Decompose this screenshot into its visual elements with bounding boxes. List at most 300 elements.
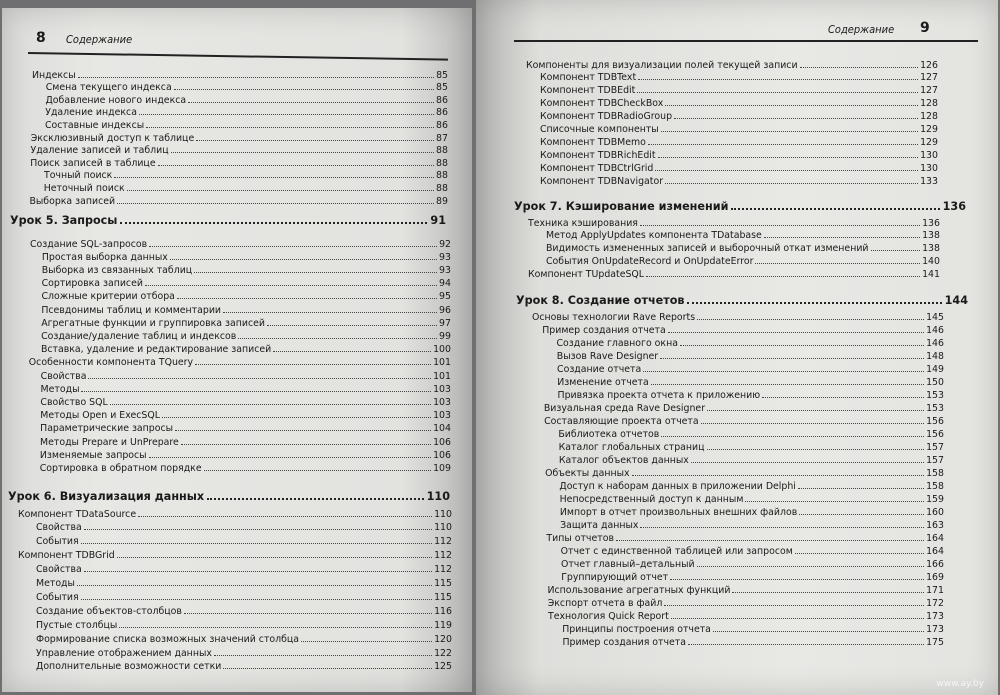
toc-entry-label: Агрегатные функции и группировка записей <box>41 317 265 329</box>
toc-entry <box>546 531 944 544</box>
toc-entry-page: 127 <box>920 72 938 84</box>
toc-entry <box>36 535 452 548</box>
toc-entry-label: Поиск записей в таблице <box>30 157 156 169</box>
toc-entry <box>44 169 448 182</box>
leader-dots <box>646 276 920 277</box>
toc-entry-page: 87 <box>436 132 448 144</box>
toc-entry <box>36 632 452 645</box>
toc-entry <box>542 323 944 336</box>
toc-entry-page: 128 <box>920 98 938 110</box>
toc-entry-label: Создание главного окна <box>556 337 678 349</box>
leader-dots <box>661 436 924 437</box>
toc-entry-page: 129 <box>920 124 938 136</box>
toc-entry-label: Компонент TDBCheckBox <box>540 98 664 110</box>
leader-dots <box>688 644 924 645</box>
toc-entry-label: Изменение отчета <box>557 376 649 388</box>
leader-dots <box>871 250 921 251</box>
toc-entry <box>528 268 940 281</box>
leader-dots <box>238 338 437 339</box>
toc-entry <box>544 401 944 414</box>
leader-dots <box>146 127 434 128</box>
toc-entry-page: 133 <box>920 175 938 187</box>
toc-entry <box>560 518 944 531</box>
leader-dots <box>800 67 919 68</box>
leader-dots <box>643 371 924 372</box>
leader-dots <box>680 345 924 346</box>
toc-entry-label: Техника кэширования <box>528 217 638 229</box>
toc-entry-page: 128 <box>920 111 938 123</box>
lesson-7-heading <box>514 200 966 213</box>
toc-entry-label: Типы отчетов <box>546 532 614 544</box>
toc-entry <box>40 422 451 435</box>
leader-dots <box>665 183 918 184</box>
toc-entry-label: Компонент TUpdateSQL <box>528 269 645 281</box>
toc-entry-label: Выборка записей <box>29 195 116 207</box>
leader-dots <box>195 364 431 365</box>
leader-dots <box>145 285 437 286</box>
toc-entry-label: Непосредственный доступ к данным <box>559 493 744 505</box>
toc-entry-page: 93 <box>439 251 451 263</box>
toc-entry <box>540 97 938 110</box>
toc-entry-page: 120 <box>434 633 452 645</box>
toc-entry-page: 92 <box>439 238 451 250</box>
leader-dots <box>84 529 432 530</box>
toc-entry-page: 171 <box>926 584 944 596</box>
lesson-page: 91 <box>430 214 446 227</box>
toc-entry <box>36 646 452 659</box>
leader-dots <box>207 498 424 500</box>
leader-dots <box>674 118 918 119</box>
leader-dots <box>81 543 432 544</box>
toc-entry <box>546 255 940 268</box>
leader-dots <box>658 157 919 158</box>
toc-entry <box>42 250 451 263</box>
toc-entry <box>540 71 938 84</box>
toc-entry <box>40 395 451 408</box>
toc-entry-page: 88 <box>436 182 448 194</box>
toc-entry <box>561 570 944 583</box>
leader-dots <box>707 449 925 450</box>
toc-entry-label: Объекты данных <box>545 467 630 479</box>
leader-dots <box>127 190 434 191</box>
toc-entry <box>540 161 938 174</box>
toc-entry-label: Каталог глобальных страниц <box>558 441 705 453</box>
toc-entry-label: Компонент TDataSource <box>18 508 137 520</box>
toc-entry-page: 94 <box>439 278 451 290</box>
lesson-page: 144 <box>944 294 968 307</box>
leader-dots <box>119 627 432 628</box>
toc-entry-label: Отчет с единственной таблицей или запросом <box>560 545 793 557</box>
toc-entry-page: 173 <box>926 623 944 635</box>
toc-entry-page: 97 <box>439 317 451 329</box>
toc-entry-label: Создание объектов-столбцов <box>36 605 182 617</box>
leader-dots <box>745 501 924 502</box>
leader-dots <box>691 462 924 463</box>
toc-entry <box>540 148 938 161</box>
toc-entry <box>40 409 451 422</box>
lesson-6-heading <box>8 490 450 503</box>
leader-dots <box>637 92 918 93</box>
leader-dots <box>798 488 924 489</box>
leader-dots <box>223 668 432 669</box>
toc-entry <box>532 310 944 323</box>
toc-entry-page: 156 <box>926 428 944 440</box>
toc-entry-page: 93 <box>439 264 451 276</box>
leader-dots <box>170 259 437 260</box>
toc-entry-label: Создание/удаление таблиц и индексов <box>41 330 237 342</box>
leader-dots <box>184 613 432 614</box>
leader-dots <box>120 222 427 224</box>
toc-entry-label: Визуальная среда Rave Designer <box>543 402 706 414</box>
toc-entry-label: Методы <box>40 383 80 395</box>
leader-dots <box>223 312 437 313</box>
leader-dots <box>84 571 432 572</box>
leader-dots <box>660 358 924 359</box>
leader-dots <box>196 140 434 141</box>
leader-dots <box>177 298 437 299</box>
toc-entry-page: 146 <box>926 337 944 349</box>
toc-entry-page: 145 <box>926 311 944 323</box>
toc-entry-label: Изменяемые запросы <box>39 449 147 461</box>
toc-entry <box>557 375 944 388</box>
toc-entry-page: 100 <box>433 344 451 356</box>
toc-entry <box>41 343 451 356</box>
toc-entry-label: Удаление записей и таблиц <box>30 145 169 157</box>
running-head: Содержание <box>828 23 895 36</box>
toc-entry <box>540 110 938 123</box>
toc-entry-page: 156 <box>926 415 944 427</box>
toc-entry-label: Компонент TDBMemo <box>540 136 646 148</box>
toc-entry-label: Использование агрегатных функций <box>547 584 731 596</box>
leader-dots <box>697 319 924 320</box>
toc-entry <box>557 349 944 362</box>
toc-entry-label: Составляющие проекта отчета <box>544 415 699 427</box>
leader-dots <box>194 272 437 273</box>
toc-entry <box>42 277 451 290</box>
toc-entry-page: 86 <box>436 94 448 106</box>
toc-entry-page: 163 <box>926 519 944 531</box>
toc-entry-label: Свойство SQL <box>40 396 108 408</box>
toc-entry <box>45 106 448 119</box>
toc-entry-label: Смена текущего индекса <box>45 82 172 94</box>
toc-entry-page: 95 <box>439 291 451 303</box>
toc-entry-label: Основы технологии Rave Reports <box>532 311 696 323</box>
toc-entry-label: Компонент TDBRichEdit <box>540 149 656 161</box>
leader-dots <box>665 105 918 106</box>
leader-dots <box>88 378 431 379</box>
toc-entry <box>558 388 944 401</box>
leader-dots <box>664 605 924 606</box>
toc-entry-label: Индексы <box>32 69 76 81</box>
toc-entry-label: Дополнительные возможности сетки <box>36 661 222 673</box>
toc-entry-page: 150 <box>926 376 944 388</box>
toc-entry-page: 109 <box>433 462 451 474</box>
toc-entry-label: Создание SQL-запросов <box>30 238 148 250</box>
leader-dots <box>149 457 432 458</box>
right-page <box>476 0 998 695</box>
leader-dots <box>188 102 434 103</box>
toc-entry-page: 126 <box>920 59 938 71</box>
toc-entry-label: Псевдонимы таблиц и комментарии <box>41 304 222 316</box>
toc-entry-page: 112 <box>434 550 452 562</box>
toc-entry <box>548 596 944 609</box>
leader-dots <box>77 585 432 586</box>
toc-entry-page: 119 <box>434 619 452 631</box>
toc-entry <box>561 557 944 570</box>
toc-entry-page: 158 <box>926 480 944 492</box>
toc-entry <box>32 68 448 81</box>
toc-entry <box>540 123 938 136</box>
toc-entry <box>36 521 452 534</box>
leader-dots <box>175 430 431 431</box>
leader-dots <box>139 114 434 115</box>
toc-entry-page: 86 <box>436 119 448 131</box>
toc-entry-page: 116 <box>434 605 452 617</box>
toc-entry-page: 106 <box>433 436 451 448</box>
toc-entry-label: События <box>36 591 79 603</box>
toc-entry-page: 141 <box>922 269 940 281</box>
toc-entry-page: 164 <box>926 545 944 557</box>
toc-entry <box>44 181 448 194</box>
toc-entry-label: Создание отчета <box>557 363 642 375</box>
toc-entry <box>30 156 448 169</box>
toc-entry-page: 146 <box>926 324 944 336</box>
toc-entry-label: Компонент TDBCtrlGrid <box>540 162 654 174</box>
toc-entry-page: 88 <box>436 157 448 169</box>
toc-entry-page: 89 <box>436 195 448 207</box>
toc-entry-label: Привязка проекта отчета к приложению <box>557 389 761 401</box>
leader-dots <box>640 225 920 226</box>
toc-entry-page: 149 <box>926 363 944 375</box>
toc-entry-page: 110 <box>434 522 452 534</box>
toc-entry-label: Добавление нового индекса <box>45 94 187 106</box>
toc-entry <box>560 505 944 518</box>
toc-entry <box>30 237 451 250</box>
leader-dots <box>301 641 432 642</box>
leader-dots <box>713 631 924 632</box>
toc-entry <box>557 336 944 349</box>
toc-entry-page: 140 <box>922 256 940 268</box>
toc-entry <box>562 622 944 635</box>
lesson-title: Урок 6. Визуализация данных <box>8 490 205 503</box>
running-head: Содержание <box>66 33 133 46</box>
toc-entry <box>45 118 448 131</box>
toc-entry-page: 106 <box>433 449 451 461</box>
leader-dots <box>648 144 918 145</box>
toc-entry-label: Метод ApplyUpdates компонента TDatabase <box>546 230 762 242</box>
toc-entry-page: 153 <box>926 389 944 401</box>
toc-entry <box>540 135 938 148</box>
toc-entry-page: 172 <box>926 597 944 609</box>
toc-entry-page: 115 <box>434 591 452 603</box>
toc-entry-label: События <box>36 536 79 548</box>
toc-entry <box>547 583 944 596</box>
toc-entry-page: 96 <box>439 304 451 316</box>
toc-entry-label: Вставка, удаление и редактирование записей <box>40 344 272 356</box>
toc-entry <box>546 242 940 255</box>
leader-dots <box>661 131 918 132</box>
toc-entry-page: 85 <box>436 82 448 94</box>
toc-entry-page: 122 <box>434 647 452 659</box>
toc-entry-label: Свойства <box>36 564 82 576</box>
leader-dots <box>171 152 434 153</box>
toc-entry-page: 164 <box>926 532 944 544</box>
leader-dots <box>764 237 920 238</box>
toc-entry <box>41 316 451 329</box>
toc-entry-page: 101 <box>433 370 451 382</box>
leader-dots <box>687 302 941 304</box>
lesson-page: 136 <box>942 200 966 213</box>
toc-entry-label: Составные индексы <box>44 119 145 131</box>
toc-entry <box>18 507 452 520</box>
toc-entry <box>563 635 945 648</box>
leader-dots <box>114 177 434 178</box>
leader-dots <box>732 592 924 593</box>
toc-entry <box>36 577 452 590</box>
leader-dots <box>731 208 939 210</box>
toc-entry <box>560 492 944 505</box>
toc-entry-label: Формирование списка возможных значений столбца <box>36 633 300 645</box>
toc-entry-label: Удаление индекса <box>45 107 137 119</box>
leader-dots <box>670 579 924 580</box>
toc-entry-label: Свойства <box>36 522 82 534</box>
toc-entry-label: Неточный поиск <box>43 182 125 194</box>
toc-entry-label: Компоненты для визуализации полей текущей записи <box>526 59 798 71</box>
toc-entry-label: События OnUpdateRecord и OnUpdateError <box>546 256 754 268</box>
toc-entry-label: Пример создания отчета <box>562 636 687 648</box>
toc-entry-label: Точный поиск <box>43 170 113 182</box>
toc-entry-label: Каталог объектов данных <box>558 454 689 466</box>
toc-entry-label: Выборка из связанных таблиц <box>41 264 193 276</box>
toc-entry-label: Компонент TDBNavigator <box>540 175 664 187</box>
toc-entry-page: 125 <box>434 661 452 673</box>
toc-entry-page: 103 <box>433 383 451 395</box>
toc-entry <box>545 466 944 479</box>
toc-entry-label: Эксклюзивный доступ к таблице <box>30 132 195 144</box>
leader-dots <box>214 655 432 656</box>
leader-dots <box>707 410 924 411</box>
toc-entry-label: Особенности компонента TQuery <box>28 357 194 369</box>
toc-entry <box>558 427 944 440</box>
leader-dots <box>267 325 437 326</box>
toc-entry <box>41 290 451 303</box>
toc-entry-label: Методы Open и ExecSQL <box>40 410 160 422</box>
lesson-8-heading <box>516 294 968 307</box>
leader-dots <box>638 79 918 80</box>
toc-entry-label: Сложные критерии отбора <box>41 291 175 303</box>
toc-entry-label: Методы Prepare и UnPrepare <box>40 436 179 448</box>
toc-entry-label: Пример создания отчета <box>542 324 666 336</box>
toc-entry-page: 157 <box>926 454 944 466</box>
leader-dots <box>162 417 431 418</box>
leader-dots <box>81 599 432 600</box>
toc-entry-label: Методы <box>36 578 75 590</box>
watermark: www.ay.by <box>936 679 984 689</box>
toc-entry-page: 99 <box>439 330 451 342</box>
toc-entry-page: 112 <box>434 564 452 576</box>
leader-dots <box>616 540 924 541</box>
toc-entry-page: 166 <box>926 558 944 570</box>
toc-entry <box>31 131 448 144</box>
leader-dots <box>668 332 924 333</box>
toc-entry <box>559 453 944 466</box>
toc-entry-label: Сортировка в обратном порядке <box>39 462 202 474</box>
header-rule <box>28 52 448 61</box>
toc-entry <box>36 563 452 576</box>
toc-entry-page: 112 <box>434 536 452 548</box>
toc-entry-page: 103 <box>433 410 451 422</box>
toc-entry <box>40 435 451 448</box>
page-number: 9 <box>920 20 930 36</box>
toc-entry-page: 101 <box>433 357 451 369</box>
toc-entry-page: 138 <box>922 243 940 255</box>
toc-entry <box>540 84 938 97</box>
toc-entry-page: 127 <box>920 85 938 97</box>
toc-entry-page: 103 <box>433 396 451 408</box>
toc-entry <box>559 440 944 453</box>
toc-entry-label: Технология Quick Report <box>547 610 669 622</box>
leader-dots <box>697 566 924 567</box>
toc-entry <box>41 382 451 395</box>
leader-dots <box>671 618 924 619</box>
toc-entry-label: Компонент TDBGrid <box>18 550 115 562</box>
toc-entry <box>41 303 451 316</box>
toc-entry <box>548 609 944 622</box>
toc-entry-label: Сортировка записей <box>41 278 143 290</box>
toc-entry <box>40 448 451 461</box>
leader-dots <box>755 263 920 264</box>
toc-entry-page: 148 <box>926 350 944 362</box>
lesson-5-heading <box>10 214 446 227</box>
toc-entry-label: Управление отображением данных <box>36 647 212 659</box>
toc-entry-page: 136 <box>922 217 940 229</box>
toc-entry-page: 175 <box>926 636 944 648</box>
toc-entry <box>540 174 938 187</box>
leader-dots <box>181 444 431 445</box>
toc-entry-label: Импорт в отчет произвольных внешних файлов <box>559 506 798 518</box>
toc-entry-page: 173 <box>926 610 944 622</box>
toc-entry <box>36 590 452 603</box>
toc-entry <box>36 604 452 617</box>
toc-entry <box>36 618 452 631</box>
toc-entry-page: 169 <box>926 571 944 583</box>
toc-entry-page: 85 <box>436 69 448 81</box>
leader-dots <box>273 351 431 352</box>
leader-dots <box>149 246 437 247</box>
toc-entry-label: Отчет главный–детальный <box>560 558 695 570</box>
leader-dots <box>81 391 431 392</box>
toc-entry <box>46 81 448 94</box>
toc-entry <box>30 144 448 157</box>
toc-entry-label: Вызов Rave Designer <box>556 350 659 362</box>
toc-entry-page: 129 <box>920 136 938 148</box>
toc-entry <box>41 329 451 342</box>
toc-entry-page: 157 <box>926 441 944 453</box>
toc-entry-page: 153 <box>926 402 944 414</box>
toc-entry-label: Списочные компоненты <box>540 124 659 136</box>
lesson-title: Урок 7. Кэширование изменений <box>514 200 729 213</box>
toc-entry <box>41 369 451 382</box>
leader-dots <box>78 77 434 78</box>
leader-dots <box>799 514 924 515</box>
toc-entry-page: 88 <box>436 145 448 157</box>
toc-entry-label: Параметрические запросы <box>40 423 174 435</box>
toc-entry-label: Принципы построения отчета <box>562 623 711 635</box>
toc-entry-page: 110 <box>434 508 452 520</box>
toc-entry-page: 88 <box>436 170 448 182</box>
toc-entry-label: Простая выборка данных <box>41 251 168 263</box>
lesson-title: Урок 5. Запросы <box>10 214 118 227</box>
